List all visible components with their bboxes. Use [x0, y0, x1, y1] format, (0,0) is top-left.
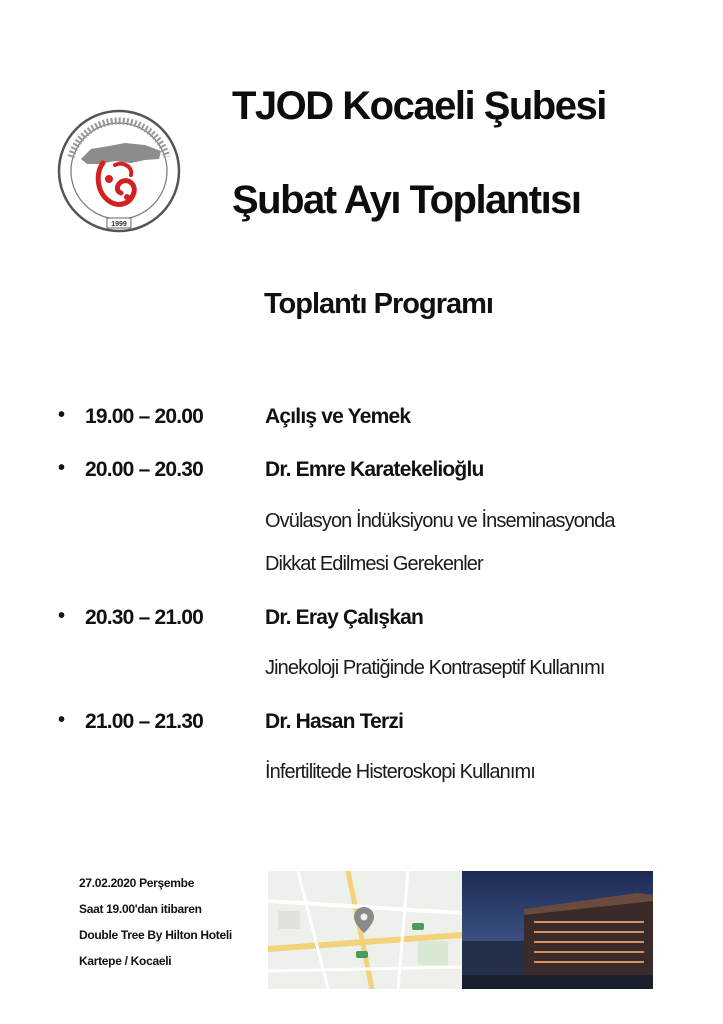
- program-topic: Jinekoloji Pratiğinde Kontraseptif Kullanımı: [265, 657, 605, 679]
- program-time: 19.00 – 20.00: [85, 405, 204, 428]
- event-venue: Double Tree By Hilton Hoteli: [79, 928, 232, 942]
- event-info: [79, 870, 232, 974]
- program-time: 20.00 – 20.30: [85, 458, 204, 481]
- bullet: •: [58, 404, 66, 426]
- program-topic: Dikkat Edilmesi Gerekenler: [265, 553, 483, 575]
- page-subtitle: Şubat Ayı Toplantısı: [232, 178, 581, 222]
- program-time: 20.30 – 21.00: [85, 606, 204, 629]
- bullet: •: [58, 605, 66, 627]
- program-time: 21.00 – 21.30: [85, 710, 204, 733]
- program-heading: Toplantı Programı: [264, 288, 493, 320]
- hotel-photo: [462, 871, 653, 989]
- program-topic: Ovülasyon İndüksiyonu ve İnseminasyonda: [265, 510, 615, 532]
- event-date: 27.02.2020 Perşembe: [79, 876, 195, 890]
- page-title: TJOD Kocaeli Şubesi: [232, 84, 606, 128]
- program-speaker: Dr. Emre Karatekelioğlu: [265, 458, 484, 481]
- society-seal-logo: [57, 97, 182, 245]
- event-time: Saat 19.00'dan itibaren: [79, 902, 202, 916]
- bullet: •: [58, 457, 66, 479]
- program-speaker: Açılış ve Yemek: [265, 405, 411, 428]
- program-topic: İnfertilitede Histeroskopi Kullanımı: [265, 761, 535, 783]
- event-location: Kartepe / Kocaeli: [79, 954, 172, 968]
- bullet: •: [58, 709, 66, 731]
- location-map: [268, 871, 462, 989]
- program-speaker: Dr. Hasan Terzi: [265, 710, 404, 733]
- logo-year: 1999: [111, 221, 127, 228]
- program-speaker: Dr. Eray Çalışkan: [265, 606, 423, 629]
